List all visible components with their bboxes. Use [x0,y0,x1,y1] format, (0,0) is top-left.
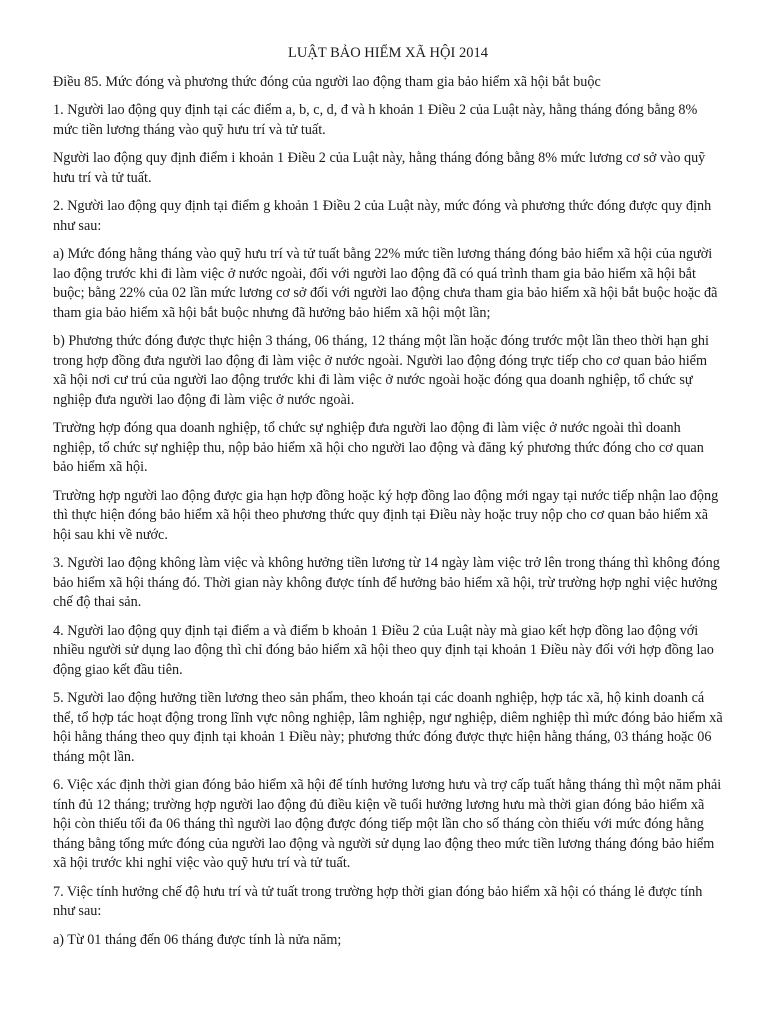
paragraph-6: Trường hợp đóng qua doanh nghiệp, tổ chức sự nghiệp đưa người lao động đi làm việc ở nước ngoài thì doanh nghiệp, tổ chức sự nghiệp thu, nộp bảo hiểm xã hội cho người lao động và đăng ký phương thức đóng cho cơ quan bảo hiểm xã hội. [53,420,704,475]
paragraph-1: 1. Người lao động quy định tại các điểm a, b, c, d, đ và h khoản 1 Điều 2 của Luật này, hằng tháng đóng bằng 8% mức tiền lương tháng vào quỹ hưu trí và tử tuất. [53,102,698,138]
paragraph-4: a) Mức đóng hằng tháng vào quỹ hưu trí và tử tuất bằng 22% mức tiền lương tháng đóng bảo hiểm xã hội của người lao động trước khi đi làm việc ở nước ngoài, đối với người lao động đã có quá trình tham gia bảo hiểm xã hội bắt buộc; bằng 22% của 02 lần mức lương cơ sở đối với người lao động chưa tham gia bảo hiểm xã hội bắt buộc hoặc đã tham gia bảo hiểm xã hội bắt buộc nhưng đã hưởng bảo hiểm xã hội một lần; [53,246,718,321]
paragraph-12: 7. Việc tính hưởng chế độ hưu trí và tử tuất trong trường hợp thời gian đóng bảo hiểm xã hội có tháng lẻ được tính như sau: [53,883,703,919]
paragraph-7: Trường hợp người lao động được gia hạn hợp đồng hoặc ký hợp đồng lao động mới ngay tại nước tiếp nhận lao động thì thực hiện đóng bảo hiểm xã hội theo phương thức quy định tại Điều này hoặc truy nộp cho cơ quan bảo hiểm xã hội sau khi về nước. [53,487,719,543]
paragraph-10: 5. Người lao động hưởng tiền lương theo sản phẩm, theo khoán tại các doanh nghiệp, hợp tác xã, hộ kinh doanh cá thể, tổ hợp tác hoạt động trong lĩnh vực nông nghiệp, lâm nghiệp, ngư nghiệp, diêm nghiệp thì mức đóng bảo hiểm xã hội hằng tháng theo quy định tại khoản 1 Điều này; phương thức đóng được thực hiện hằng tháng, 03 tháng hoặc 06 tháng một lần. [53,690,723,765]
paragraph-11: 6. Việc xác định thời gian đóng bảo hiểm xã hội để tính hưởng lương hưu và trợ cấp tuất hằng tháng thì một năm phải tính đủ 12 tháng; trường hợp người lao động đủ điều kiện về tuổi hưởng lương hưu mà thời gian đóng bảo hiểm xã hội còn thiếu tối đa 06 tháng thì người lao động được đóng tiếp một lần cho số tháng còn thiếu với mức đóng hằng tháng bằng tổng mức đóng của người lao động và người sử dụng lao động theo mức tiền lương tháng đóng bảo hiểm xã hội trước khi nghỉ việc vào quỹ hưu trí và tử tuất. [53,777,722,871]
paragraph-13: a) Từ 01 tháng đến 06 tháng được tính là nửa năm; [53,931,342,948]
paragraph-2: Người lao động quy định điểm i khoản 1 Điều 2 của Luật này, hằng tháng đóng bằng 8% mức lương cơ sở vào quỹ hưu trí và tử tuất. [53,150,706,186]
paragraph-9: 4. Người lao động quy định tại điểm a và điểm b khoản 1 Điều 2 của Luật này mà giao kết hợp đồng lao động với nhiều người sử dụng lao động thì chỉ đóng bảo hiểm xã hội theo quy định tại khoản 1 Điều này đối với hợp đồng lao động giao kết đầu tiên. [53,622,714,678]
paragraph-8: 3. Người lao động không làm việc và không hưởng tiền lương từ 14 ngày làm việc trở lên trong tháng thì không đóng bảo hiểm xã hội tháng đó. Thời gian này không được tính để hưởng bảo hiểm xã hội, trừ trường hợp nghỉ việc hưởng chế độ thai sản. [53,555,720,610]
paragraph-5: b) Phương thức đóng được thực hiện 3 tháng, 06 tháng, 12 tháng một lần hoặc đóng trước một lần theo thời hạn ghi trong hợp đồng đưa người lao động đi làm việc ở nước ngoài. Người lao động đóng trực tiếp cho cơ quan bảo hiểm xã hội nơi cư trú của người lao động trước khi đi làm việc ở nước ngoài hoặc đóng qua doanh nghiệp, tổ chức sự nghiệp đưa người lao động đi làm việc ở nước ngoài. [53,333,709,408]
paragraph-3: 2. Người lao động quy định tại điểm g khoản 1 Điều 2 của Luật này, mức đóng và phương thức đóng được quy định như sau: [53,198,712,234]
document-page [53,40,723,959]
document-title: LUẬT BẢO HIỂM XÃ HỘI 2014 [288,45,488,61]
article-heading: Điều 85. Mức đóng và phương thức đóng của người lao động tham gia bảo hiểm xã hội bắt buộc [53,73,601,90]
